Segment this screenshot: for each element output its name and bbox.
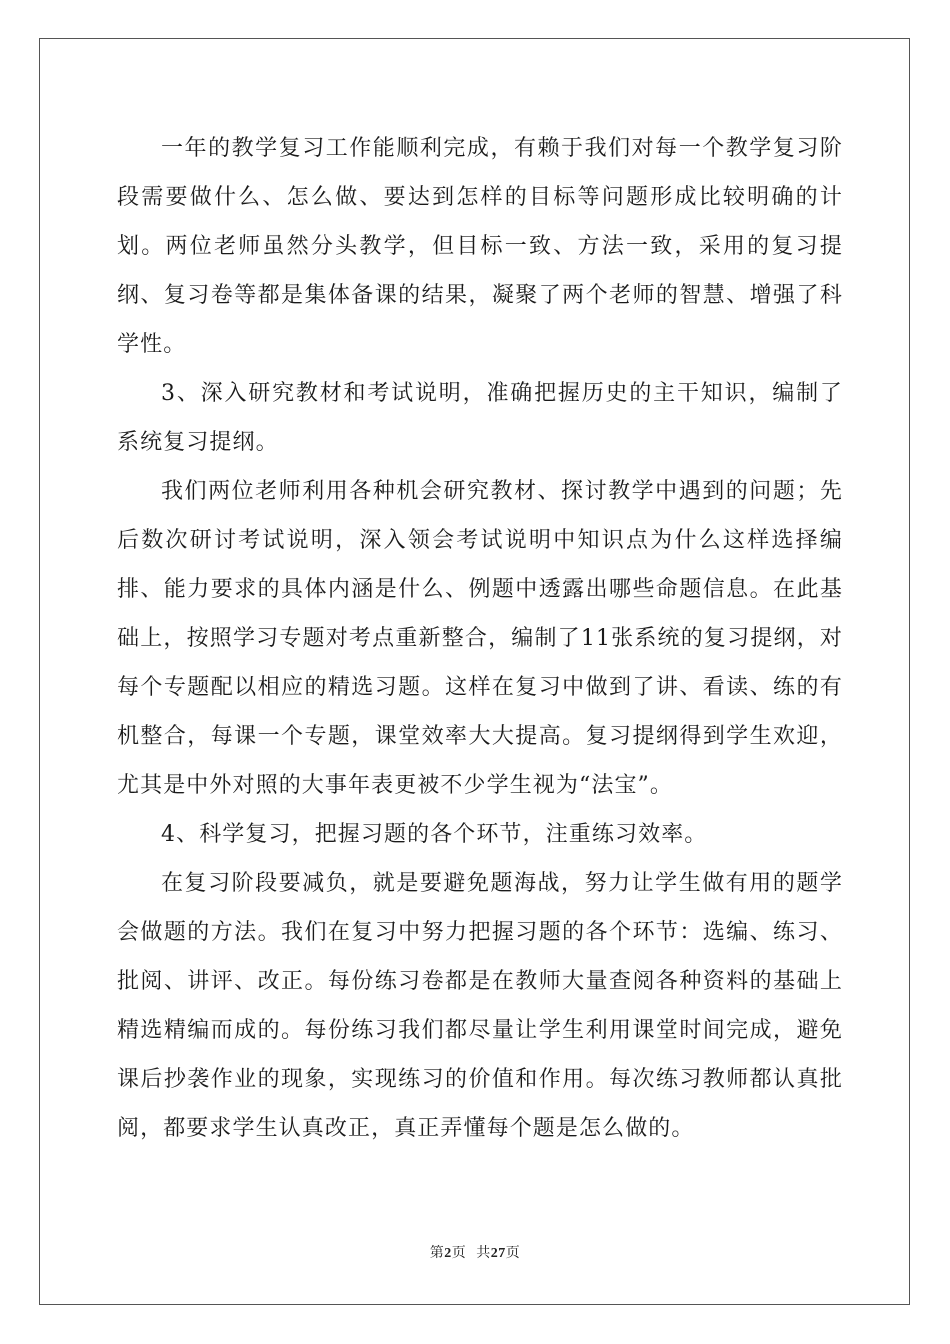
total-prefix: 共 bbox=[476, 1245, 491, 1261]
document-body bbox=[117, 124, 843, 1153]
paragraph-4: 4、科学复习，把握习题的各个环节，注重练习效率。 bbox=[161, 822, 708, 847]
total-page-number: 27 bbox=[490, 1246, 506, 1261]
page-suffix: 页 bbox=[451, 1245, 467, 1261]
total-suffix: 页 bbox=[505, 1245, 521, 1261]
current-page-number: 2 bbox=[444, 1246, 452, 1261]
paragraph-1: 一年的教学复习工作能顺利完成，有赖于我们对每一个教学复习阶段需要做什么、怎么做、要达到怎样的目标等问题形成比较明确的计划。两位老师虽然分头教学，但目标一致、方法一致，采用的复习提纲、复习卷等都是集体备课的结果，凝聚了两个老师的智慧、增强了科学性。 bbox=[117, 136, 843, 357]
paragraph-3: 我们两位老师利用各种机会研究教材、探讨教学中遇到的问题；先后数次研讨考试说明，深入领会考试说明中知识点为什么这样选择编排、能力要求的具体内涵是什么、例题中透露出哪些命题信息。在此基础上，按照学习专题对考点重新整合，编制了11张系统的复习提纲，对每个专题配以相应的精选习题。这样在复习中做到了讲、看读、练的有机整合，每课一个专题，课堂效率大大提高。复习提纲得到学生欢迎，尤其是中外对照的大事年表更被不少学生视为“法宝”。 bbox=[117, 479, 843, 798]
page-footer bbox=[0, 1242, 950, 1262]
paragraph-2: 3、深入研究教材和考试说明，准确把握历史的主干知识，编制了系统复习提纲。 bbox=[117, 381, 843, 455]
paragraph-5: 在复习阶段要减负，就是要避免题海战，努力让学生做有用的题学会做题的方法。我们在复习中努力把握习题的各个环节：选编、练习、批阅、讲评、改正。每份练习卷都是在教师大量查阅各种资料的基础上精选精编而成的。每份练习我们都尽量让学生利用课堂时间完成，避免课后抄袭作业的现象，实现练习的价值和作用。每次练习教师都认真批阅，都要求学生认真改正，真正弄懂每个题是怎么做的。 bbox=[117, 871, 843, 1141]
page-prefix: 第 bbox=[429, 1245, 445, 1261]
